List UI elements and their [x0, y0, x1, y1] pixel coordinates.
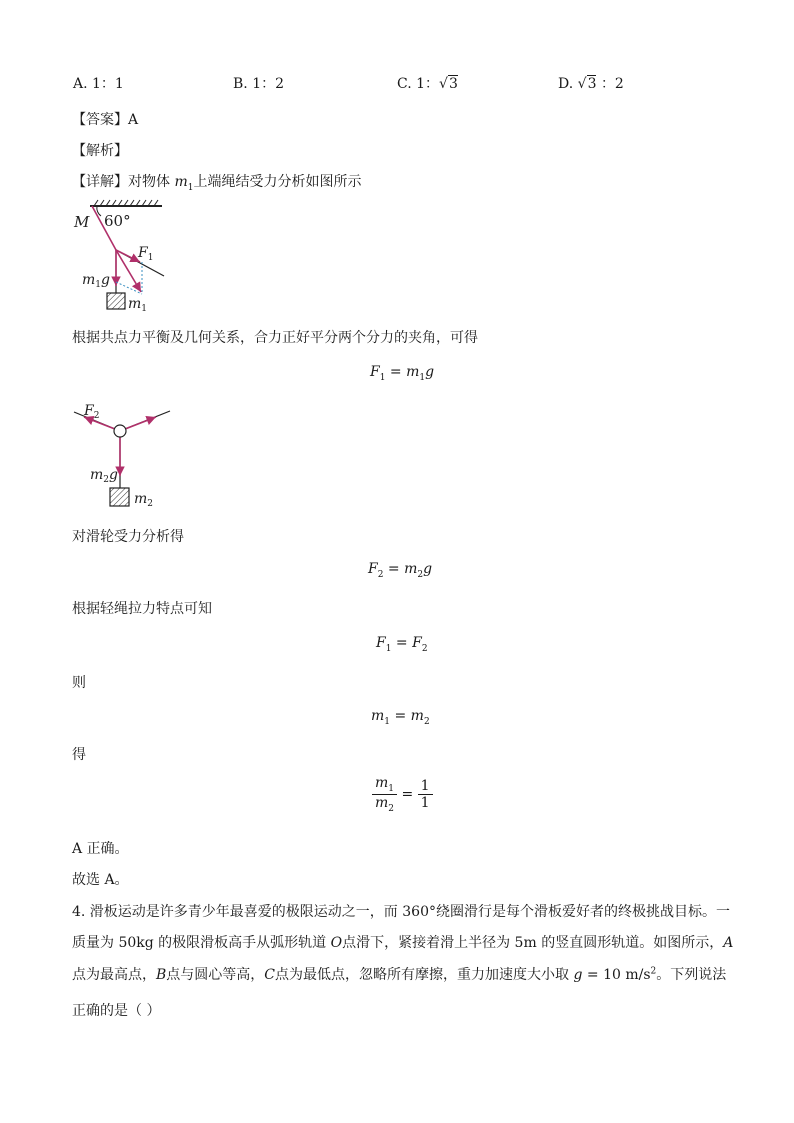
option-d[interactable]	[558, 73, 624, 93]
pulley-line: 对滑轮受力分析得	[72, 529, 184, 545]
analysis-header: 【解析】	[72, 143, 128, 159]
block-m1	[107, 293, 125, 309]
q4-line-2: 质量为 50kg 的极限滑板高手从弧形轨道 O点滑下，紧接着滑上半径为 5m 的竖直圆形轨道。如图所示，A	[72, 935, 734, 951]
ratio-rhs: $\frac{1}{1}$	[418, 778, 433, 811]
pulley-force-diagram	[70, 396, 185, 514]
equation-f1-f2: $F_1 = F_2$	[376, 635, 428, 654]
q4-line-1: 4. 滑板运动是许多青少年最喜爱的极限运动之一，而 360°绕圈滑行是每个滑板爱好者的终极挑战目标。一	[72, 904, 730, 920]
get-line: 得	[72, 747, 86, 763]
equation-m1-m2: $m_1 = m_2$	[371, 708, 430, 727]
label-m1g: $m_1g$	[82, 272, 110, 290]
rope-knot-force-diagram	[70, 198, 180, 316]
label-m2: $m_2$	[134, 491, 154, 509]
choose-line: 故选 A。	[72, 872, 129, 888]
sqrt-sign: √	[577, 76, 587, 92]
sqrt-sign: √	[439, 76, 448, 92]
q4-line-4: 正确的是（ ）	[72, 1003, 161, 1019]
label-m1: $m_1$	[128, 296, 148, 314]
label-m2g: $m_2g$	[90, 467, 118, 485]
label-f2: $F_2$	[84, 403, 100, 421]
pulley	[114, 425, 126, 437]
detail-line: 【详解】对物体 $m_1$上端绳结受力分析如图所示	[72, 174, 362, 193]
option-c-prefix: C. 1：	[397, 76, 440, 92]
option-c[interactable]	[397, 73, 458, 93]
ratio-lhs: $\frac{m_1}{m_2}$	[372, 775, 397, 814]
label-angle: 60°	[104, 212, 131, 230]
option-d-root: 3	[587, 76, 597, 92]
correct-line: A 正确。	[72, 841, 129, 857]
label-f1: $F_1$	[138, 245, 154, 263]
option-d-suffix: ：2	[600, 76, 624, 92]
option-b[interactable]: B. 1：2	[233, 76, 285, 92]
balance-line: 根据共点力平衡及几何关系，合力正好平分两个分力的夹角，可得	[72, 330, 478, 346]
equation-f1: $F_1 = m_1g$	[370, 364, 435, 383]
equation-ratio: $\frac{m_1}{m_2}$ = $\frac{1}{1}$	[372, 775, 433, 814]
equation-f2: $F_2 = m_2g$	[368, 561, 433, 580]
option-a[interactable]: A. 1：1	[73, 76, 124, 92]
q4-line-3: 点为最高点，B点与圆心等高，C点为最低点，忽略所有摩擦，重力加速度大小取 g = 10 $m/s^2$。下列说法	[72, 966, 727, 983]
rope-line: 根据轻绳拉力特点可知	[72, 601, 212, 617]
label-m-point: M	[74, 213, 90, 231]
option-c-root: 3	[448, 76, 458, 92]
block-m2	[110, 488, 129, 506]
then-line: 则	[72, 675, 86, 691]
option-d-prefix: D.	[558, 76, 574, 92]
answer-line: 【答案】A	[72, 112, 139, 128]
